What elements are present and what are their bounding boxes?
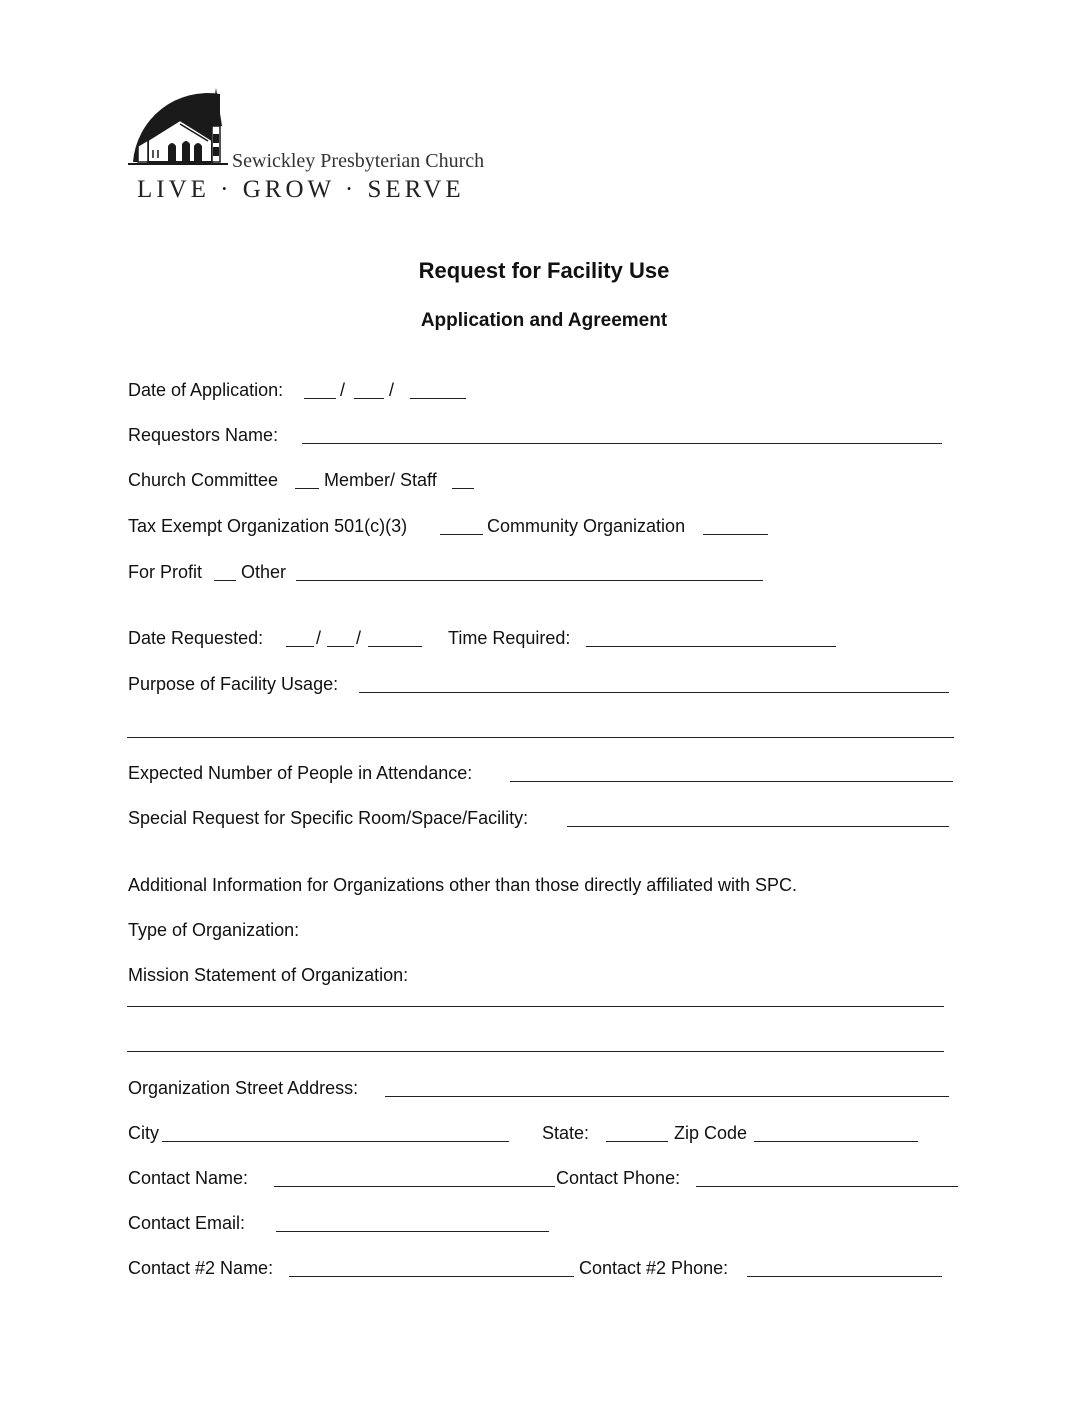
- church-committee-field[interactable]: [295, 488, 319, 489]
- special-request-label: Special Request for Specific Room/Space/Facility:: [128, 808, 529, 828]
- mission-statement-line-1[interactable]: [127, 1006, 944, 1007]
- city-state-zip-row: [128, 1121, 960, 1145]
- contact2-phone-label: Contact #2 Phone:: [579, 1258, 729, 1278]
- special-request-row: [128, 806, 960, 830]
- other-field[interactable]: [296, 580, 763, 581]
- contact-email-label: Contact Email:: [128, 1213, 246, 1233]
- purpose-row: [128, 672, 960, 696]
- zip-code-label: Zip Code: [674, 1123, 748, 1143]
- time-required-field[interactable]: [586, 646, 836, 647]
- form-subtitle: Application and Agreement: [420, 310, 668, 331]
- date-time-row: [128, 626, 960, 650]
- contact-name-label: Contact Name:: [128, 1168, 249, 1188]
- community-org-label: Community Organization: [487, 516, 686, 536]
- form-title: Request for Facility Use: [418, 258, 670, 283]
- community-org-field[interactable]: [703, 534, 768, 535]
- time-required-label: Time Required:: [448, 628, 571, 648]
- requestors-name-label: Requestors Name:: [128, 425, 279, 445]
- member-staff-field[interactable]: [452, 488, 474, 489]
- application-month-field[interactable]: [304, 398, 336, 399]
- requested-month-field[interactable]: [286, 646, 314, 647]
- requestors-name-field[interactable]: [302, 443, 942, 444]
- church-tagline: LIVE · GROW · SERVE: [137, 176, 465, 203]
- date-of-application-label: Date of Application:: [128, 380, 284, 400]
- requestors-name-row: [128, 423, 960, 447]
- state-label: State:: [542, 1123, 590, 1143]
- organization-type-row: [128, 514, 960, 538]
- state-field[interactable]: [606, 1141, 668, 1142]
- date-separator: /: [356, 628, 362, 648]
- contact-email-row: [128, 1211, 960, 1235]
- other-label: Other: [241, 562, 287, 582]
- for-profit-label: For Profit: [128, 562, 203, 582]
- requested-day-field[interactable]: [327, 646, 354, 647]
- city-field[interactable]: [162, 1141, 509, 1142]
- tax-exempt-label: Tax Exempt Organization 501(c)(3): [128, 516, 408, 536]
- purpose-label: Purpose of Facility Usage:: [128, 674, 339, 694]
- contact2-name-label: Contact #2 Name:: [128, 1258, 274, 1278]
- city-label: City: [128, 1123, 159, 1143]
- street-address-row: [128, 1076, 960, 1100]
- type-of-organization-label: Type of Organization:: [128, 920, 300, 940]
- mission-statement-label: Mission Statement of Organization:: [128, 965, 409, 985]
- expected-number-label: Expected Number of People in Attendance:: [128, 763, 473, 783]
- special-request-field[interactable]: [567, 826, 949, 827]
- contact-name-field[interactable]: [274, 1186, 555, 1187]
- expected-number-field[interactable]: [510, 781, 953, 782]
- application-day-field[interactable]: [354, 398, 384, 399]
- contact-row: [128, 1166, 960, 1190]
- date-separator: /: [316, 628, 322, 648]
- date-separator: /: [389, 380, 395, 400]
- zip-code-field[interactable]: [754, 1141, 918, 1142]
- additional-info-heading: Additional Information for Organizations other than those directly affiliated with SPC.: [128, 875, 798, 895]
- contact-email-field[interactable]: [276, 1231, 549, 1232]
- for-profit-field[interactable]: [214, 580, 236, 581]
- church-name: Sewickley Presbyterian Church: [232, 150, 485, 172]
- date-separator: /: [340, 380, 346, 400]
- member-staff-label: Member/ Staff: [324, 470, 437, 490]
- affiliation-row: [128, 468, 960, 492]
- date-requested-label: Date Requested:: [128, 628, 264, 648]
- contact2-row: [128, 1256, 960, 1280]
- application-year-field[interactable]: [410, 398, 466, 399]
- profit-other-row: [128, 560, 960, 584]
- church-committee-label: Church Committee: [128, 470, 279, 490]
- street-address-field[interactable]: [385, 1096, 949, 1097]
- expected-number-row: [128, 761, 960, 785]
- purpose-field[interactable]: [359, 692, 949, 693]
- contact-phone-label: Contact Phone:: [556, 1168, 681, 1188]
- date-of-application-row: [128, 378, 960, 402]
- contact2-name-field[interactable]: [289, 1276, 574, 1277]
- tax-exempt-field[interactable]: [440, 534, 483, 535]
- mission-statement-line-2[interactable]: [127, 1051, 944, 1052]
- purpose-field-line-2[interactable]: [127, 737, 954, 738]
- contact2-phone-field[interactable]: [747, 1276, 942, 1277]
- street-address-label: Organization Street Address:: [128, 1078, 359, 1098]
- requested-year-field[interactable]: [368, 646, 422, 647]
- contact-phone-field[interactable]: [696, 1186, 958, 1187]
